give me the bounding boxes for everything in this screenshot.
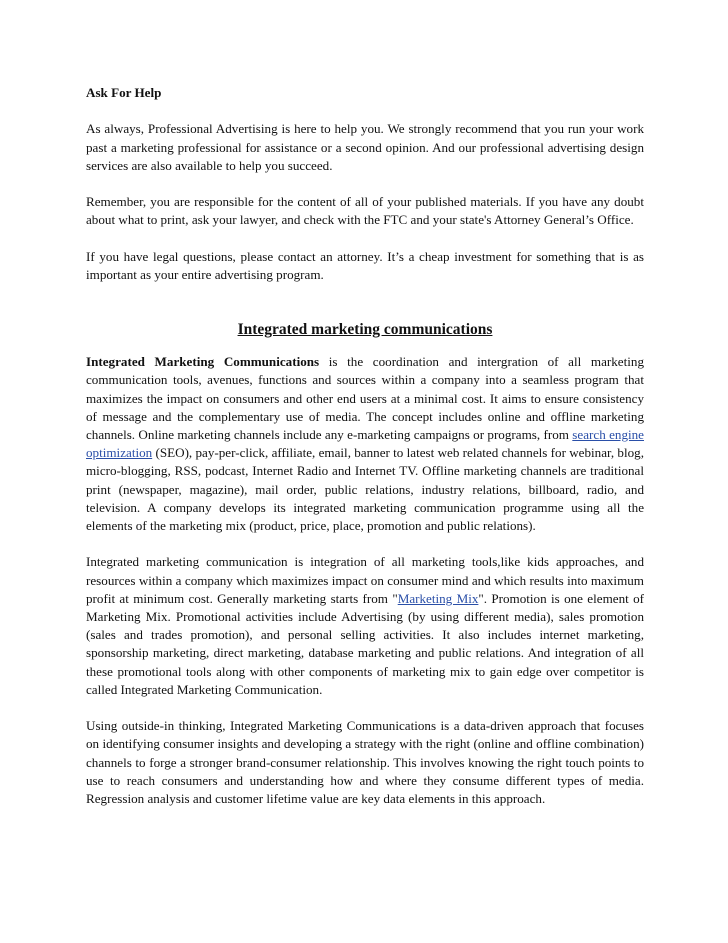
imc-definition-text-b: (SEO), pay-per-click, affiliate, email, banner to latest web related channels for webinar, blog, micro-blogging, RSS, podcast, Internet Radio and Internet TV. Offline marketing channels are traditional print (newspaper, magazine), mail order, public relations, industry relations, billboard, radio, and television. A company develops its integrated marketing communication programme using all the elements of the marketing mix (product, price, place, promotion and public relations). [86, 445, 644, 534]
imc-integration-paragraph [86, 553, 644, 699]
responsibility-paragraph: Remember, you are responsible for the content of all of your published materials. If you have any doubt about what to print, ask your lawyer, and check with the FTC and your state's Attorney General’s Office. [86, 194, 644, 228]
imc-integration-text-b: ". Promotion is one element of Marketing Mix. Promotional activities include Advertising (by using different media), sales promotion (sales and trades promotion), and personal selling activities. It also includes internet marketing, sponsorship marketing, direct marketing, database marketing and public relations. And integration of all these promotional tools along with other components of marketing mix to gain edge over competitor is called Integrated Marketing Communication. [86, 590, 644, 697]
document-page [86, 84, 644, 826]
imc-term-bold: Integrated Marketing Communications [86, 354, 320, 370]
outside-in-paragraph: Using outside-in thinking, Integrated Marketing Communications is a data-driven approach that focuses on identifying consumer insights and developing a strategy with the right (online and offline combination) channels to forge a stronger brand-consumer relationship. This involves knowing the right touch points to use to reach consumers and understanding how and where they consume different types of media. Regression analysis and customer lifetime value are key data elements in this approach. [86, 718, 644, 807]
legal-questions-paragraph: If you have legal questions, please contact an attorney. It’s a cheap investment for something that is as important as your entire advertising program. [86, 248, 644, 282]
imc-definition-paragraph [86, 353, 644, 535]
imc-section-title: Integrated marketing communications [237, 321, 493, 339]
imc-integration-text-a: Integrated marketing communication is integration of all marketing tools,like kids approaches, and resources within a company which maximizes impact on consumer mind and which results into maximum profit at minimum cost. Generally marketing starts from " [86, 554, 644, 606]
ask-for-help-paragraph-1: As always, Professional Advertising is here to help you. We strongly recommend that you run your work past a marketing professional for assistance or a second opinion. And our professional advertising design services are also available to help you succeed. [86, 121, 644, 173]
marketing-mix-link[interactable]: Marketing Mix [397, 590, 479, 606]
seo-link[interactable]: search engine optimization [86, 427, 644, 461]
imc-definition-text-a: is the coordination and intergration of all marketing communication tools, avenues, functions and sources within a company into a seamless program that maximizes the impact on consumers and other end users at a minimal cost. It aims to ensure consistency of message and the complementary use of media. The concept includes online and offline marketing channels. Online marketing channels include any e-marketing campaigns or programs, from [86, 354, 644, 442]
ask-for-help-heading: Ask For Help [86, 85, 162, 100]
